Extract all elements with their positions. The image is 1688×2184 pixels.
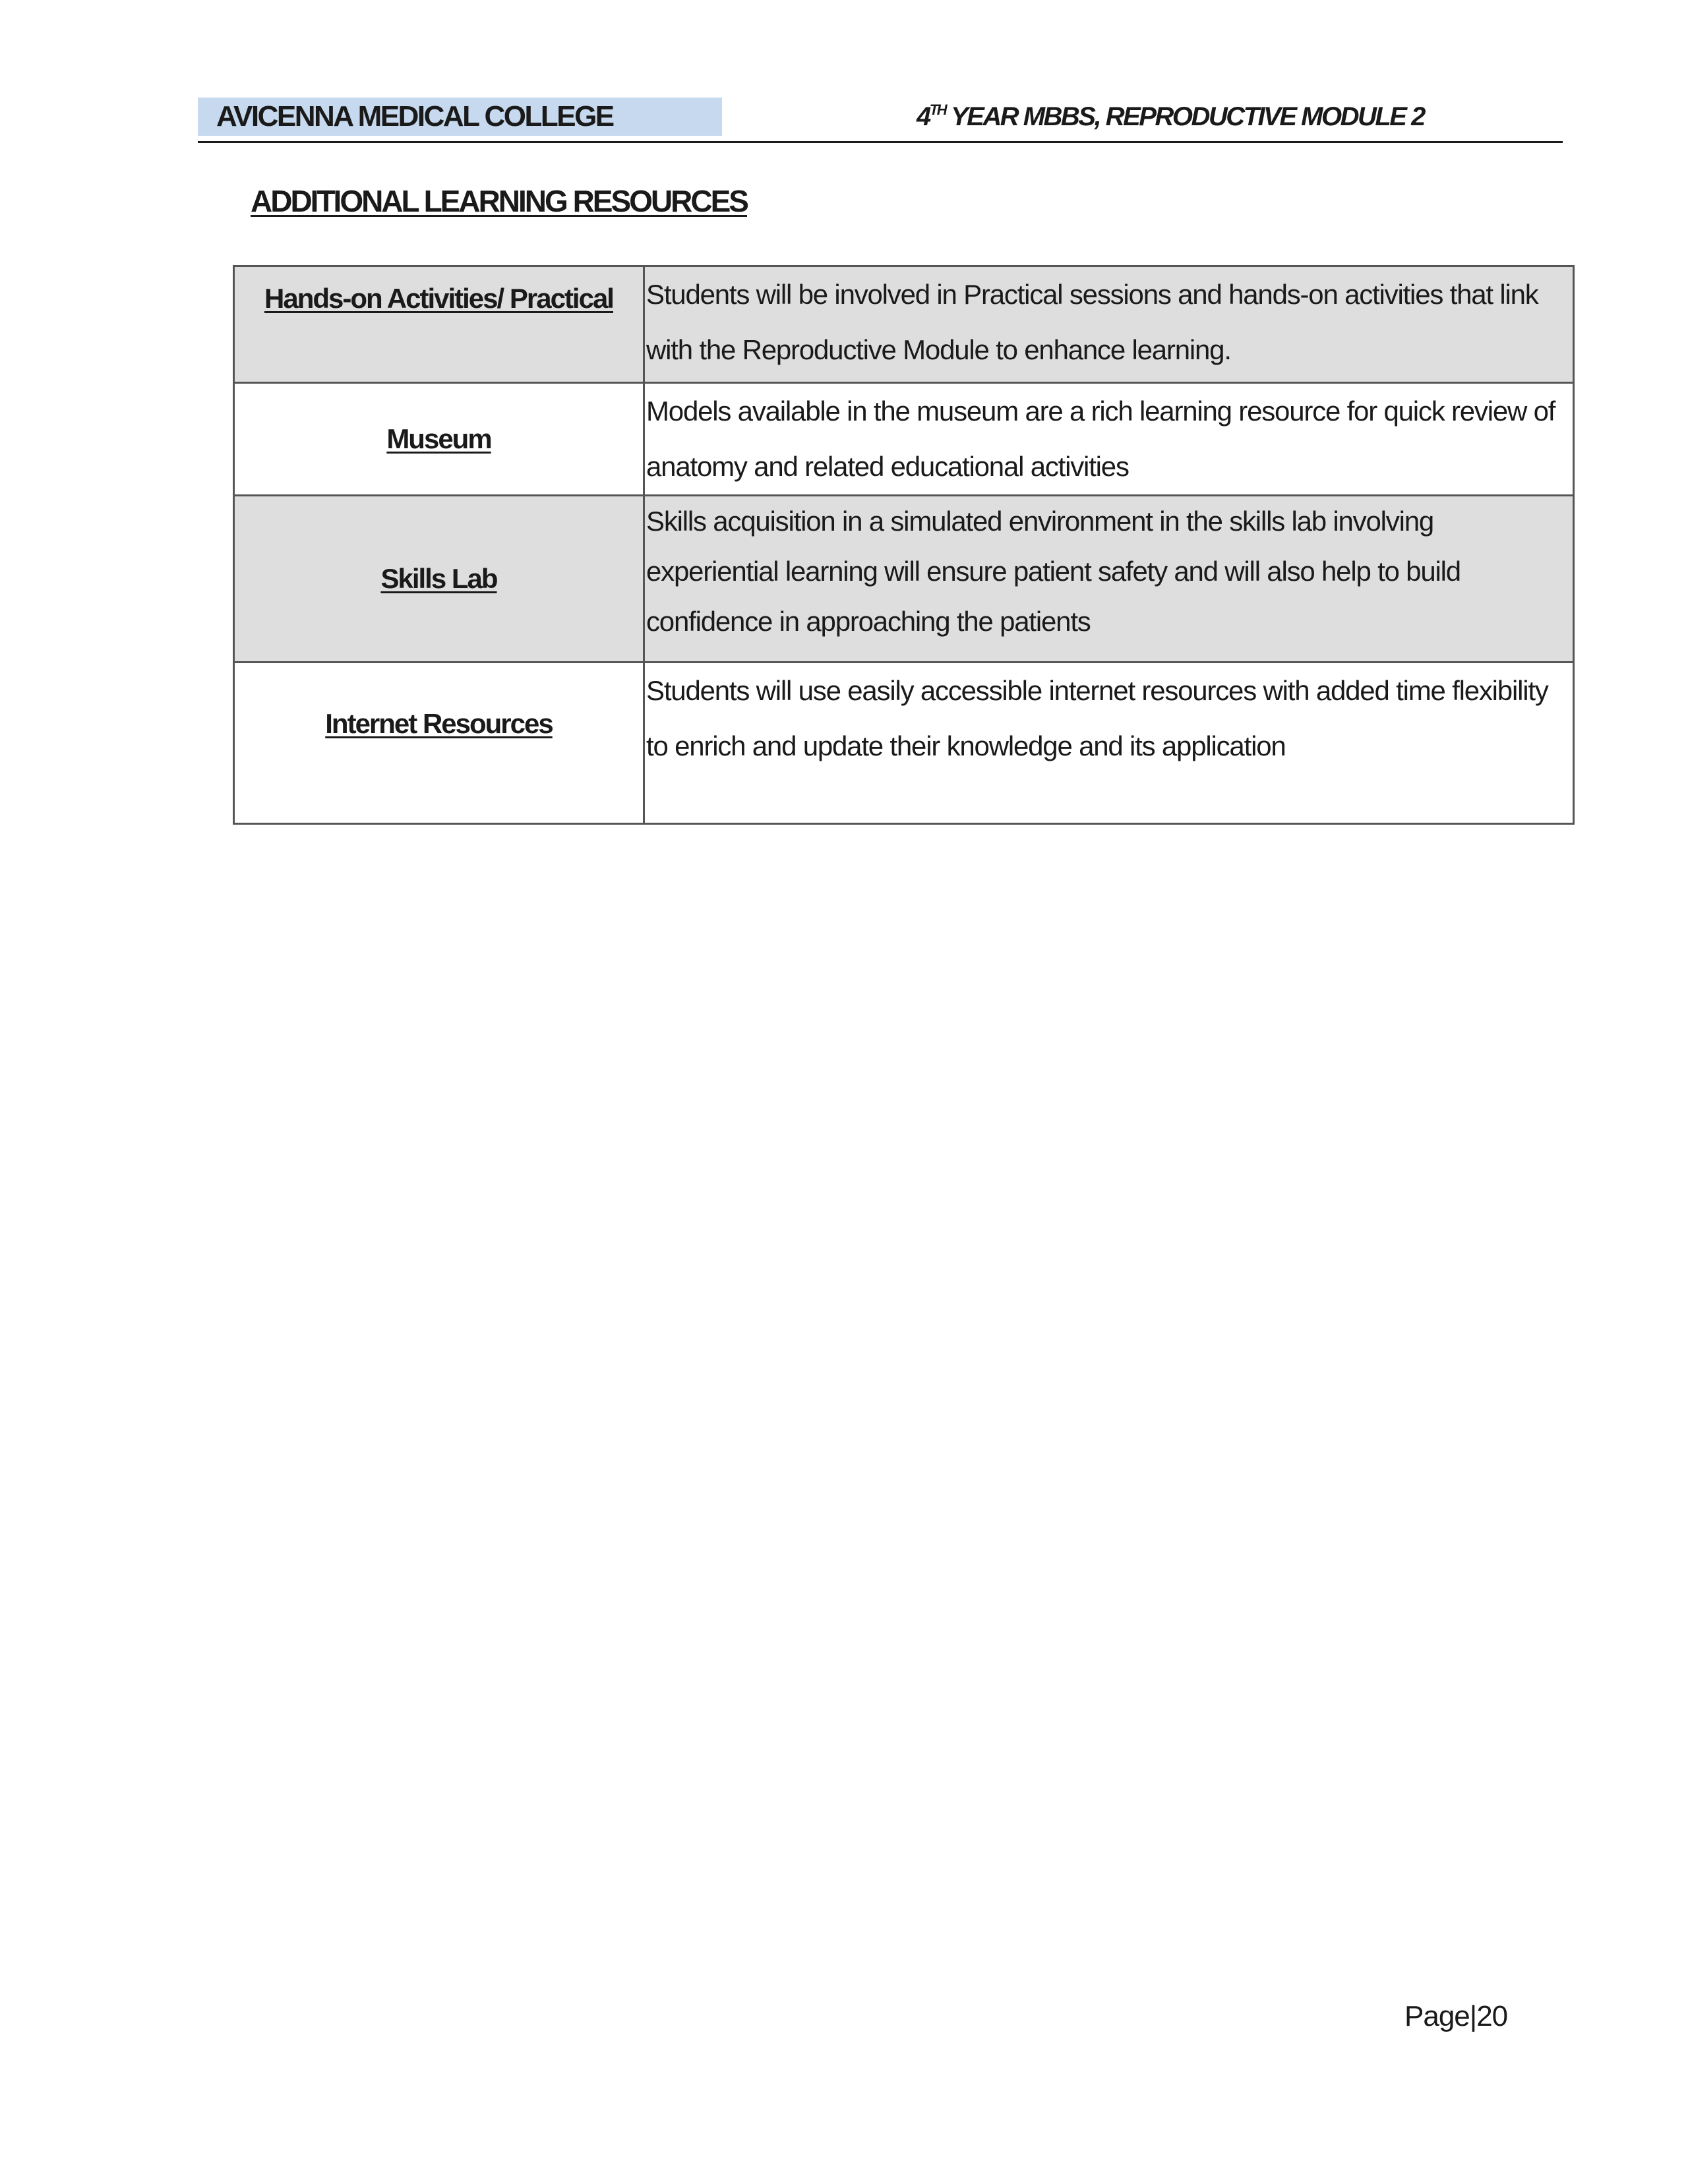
resource-label: Internet Resources bbox=[325, 708, 553, 739]
college-name: AVICENNA MEDICAL COLLEGE bbox=[198, 98, 722, 136]
resource-description: Students will use easily accessible internet resources with added time flexibility to enrich and update their knowledge and its application bbox=[644, 663, 1574, 824]
resource-label: Hands-on Activities/ Practical bbox=[264, 283, 613, 314]
table-row bbox=[234, 266, 1574, 383]
resources-table bbox=[233, 265, 1575, 825]
resource-description: Students will be involved in Practical sessions and hands-on activities that link with the Reproductive Module to enhance learning. bbox=[644, 266, 1574, 383]
module-year-number: 4 bbox=[917, 102, 930, 131]
table-row bbox=[234, 496, 1574, 663]
resource-label: Museum bbox=[386, 423, 491, 454]
resource-label: Skills Lab bbox=[380, 563, 497, 594]
resource-label-cell bbox=[234, 266, 644, 383]
resource-description: Skills acquisition in a simulated environment in the skills lab involving experiential learning will ensure patient safety and will also help to build confidence in approaching the patients bbox=[644, 496, 1574, 663]
section-title: ADDITIONAL LEARNING RESOURCES bbox=[251, 184, 747, 218]
table-row bbox=[234, 383, 1574, 496]
resource-label-cell bbox=[234, 496, 644, 663]
module-title bbox=[917, 98, 1424, 136]
module-year-superscript: TH bbox=[929, 102, 946, 118]
module-name: YEAR MBBS, REPRODUCTIVE MODULE 2 bbox=[946, 102, 1424, 131]
page-number: Page|20 bbox=[1404, 2000, 1508, 2032]
resource-description: Models available in the museum are a rich learning resource for quick review of anatomy and related educational activities bbox=[644, 383, 1574, 496]
resource-label-cell bbox=[234, 383, 644, 496]
resource-label-cell bbox=[234, 663, 644, 824]
page-header bbox=[198, 98, 1563, 143]
table-row bbox=[234, 663, 1574, 824]
